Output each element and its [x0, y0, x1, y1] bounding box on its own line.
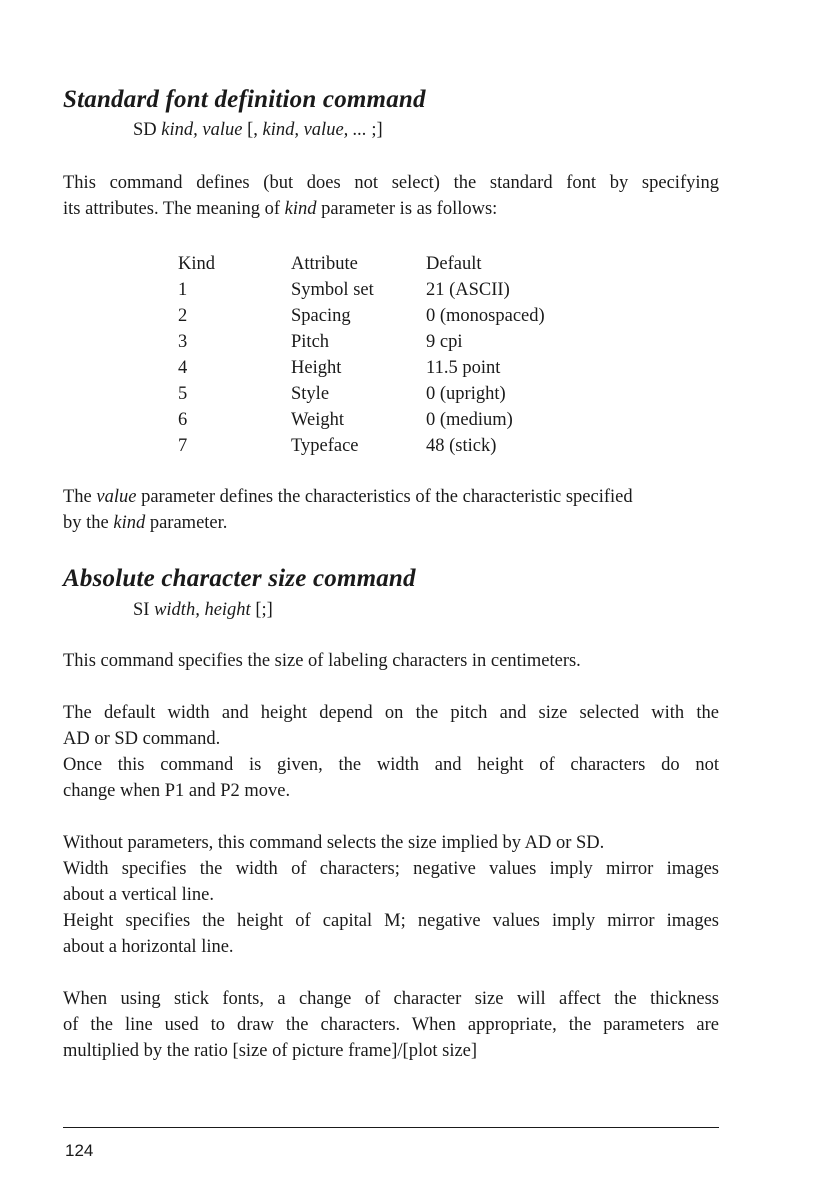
sd-intro-line-1: This command defines (but does not select) the standard font by specifying — [63, 173, 719, 193]
cell-default: 0 (medium) — [426, 410, 513, 430]
si-p3-line: Height specifies the height of capital M; negative values imply mirror images — [63, 911, 719, 931]
si-args: width, height — [154, 600, 251, 620]
footer-rule — [63, 1127, 719, 1128]
sd-command: SD — [133, 120, 157, 140]
header-attribute: Attribute — [291, 254, 358, 274]
si-p4-line: When using stick fonts, a change of character size will affect the thickness — [63, 989, 719, 1009]
cell-attribute: Spacing — [291, 306, 351, 326]
page-number: 124 — [65, 1141, 94, 1160]
value-line-1 — [63, 484, 719, 510]
si-paragraph-4 — [63, 986, 719, 1064]
sd-intro-text-end: parameter is as follows: — [316, 199, 498, 219]
sd-args: kind, value — [161, 120, 243, 140]
sd-syntax — [133, 120, 383, 141]
cell-default: 9 cpi — [426, 332, 463, 352]
absolute-size-heading: Absolute character size command — [63, 565, 416, 592]
cell-attribute: Typeface — [291, 436, 359, 456]
value-line2-text: by the — [63, 513, 114, 533]
kind-term: kind — [113, 513, 146, 533]
sd-bracket-close: ;] — [366, 120, 383, 140]
si-p4-line: multiplied by the ratio [size of picture frame]/[plot size] — [63, 1041, 478, 1061]
header-default: Default — [426, 254, 482, 274]
sd-intro-line-2 — [63, 196, 719, 222]
si-p2-line: Once this command is given, the width and height of characters do not — [63, 755, 719, 775]
cell-kind: 2 — [178, 306, 188, 326]
standard-font-heading: Standard font definition command — [63, 86, 426, 113]
cell-default: 48 (stick) — [426, 436, 497, 456]
value-line2-end: parameter. — [145, 513, 228, 533]
cell-kind: 3 — [178, 332, 188, 352]
cell-attribute: Pitch — [291, 332, 330, 352]
cell-attribute: Symbol set — [291, 280, 374, 300]
si-p3-line: about a horizontal line. — [63, 937, 234, 957]
cell-kind: 5 — [178, 384, 188, 404]
cell-attribute: Style — [291, 384, 330, 404]
value-term: value — [96, 487, 137, 507]
si-paragraph-2 — [63, 700, 719, 804]
si-p1-line: This command specifies the size of labeling characters in centimeters. — [63, 651, 581, 671]
cell-attribute: Height — [291, 358, 342, 378]
value-paragraph — [63, 484, 719, 536]
cell-default: 0 (upright) — [426, 384, 506, 404]
si-syntax — [133, 600, 273, 621]
cell-default: 11.5 point — [426, 358, 501, 378]
si-p3-line: about a vertical line. — [63, 885, 215, 905]
si-paragraph-1 — [63, 648, 719, 674]
cell-kind: 4 — [178, 358, 188, 378]
si-bracket: [;] — [250, 600, 273, 620]
cell-default: 21 (ASCII) — [426, 280, 510, 300]
cell-kind: 1 — [178, 280, 188, 300]
sd-bracket-open: [, — [242, 120, 263, 140]
si-p2-line: AD or SD command. — [63, 729, 221, 749]
si-p3-line: Without parameters, this command selects the size implied by AD or SD. — [63, 833, 605, 853]
sd-args-repeat: kind, value, ... — [262, 120, 367, 140]
cell-kind: 7 — [178, 436, 188, 456]
kind-term: kind — [284, 199, 317, 219]
sd-intro-text: its attributes. The meaning of — [63, 199, 285, 219]
value-text: The — [63, 487, 97, 507]
cell-attribute: Weight — [291, 410, 344, 430]
si-paragraph-3 — [63, 830, 719, 960]
si-p3-line: Width specifies the width of characters; negative values imply mirror images — [63, 859, 719, 879]
si-command: SI — [133, 600, 150, 620]
si-p2-line: The default width and height depend on the pitch and size selected with the — [63, 703, 719, 723]
value-line-2 — [63, 510, 719, 536]
header-kind: Kind — [178, 254, 215, 274]
sd-intro-paragraph — [63, 170, 719, 222]
value-text-end: parameter defines the characteristics of the characteristic specified — [136, 487, 633, 507]
cell-default: 0 (monospaced) — [426, 306, 545, 326]
cell-kind: 6 — [178, 410, 188, 430]
si-p4-line: of the line used to draw the characters. When appropriate, the parameters are — [63, 1015, 719, 1035]
si-p2-line: change when P1 and P2 move. — [63, 781, 291, 801]
